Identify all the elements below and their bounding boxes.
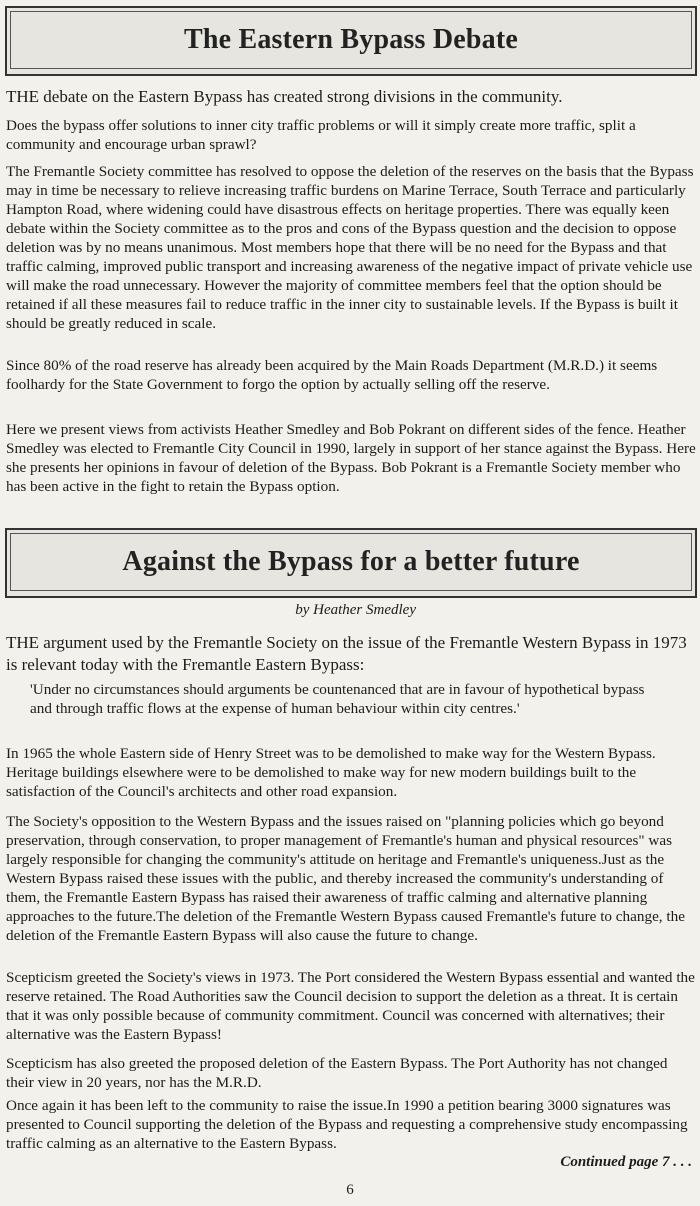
article2-paragraph: Scepticism greeted the Society's views in 1973. The Port considered the Western Bypass essential and wanted the reserve retained. The Road Authorities saw the Council decision to support the deletion as a threat. It is certain that it was only possible because of community commitment. Council was concerned with alternatives; their alternative was the Eastern Bypass! <box>6 969 695 1043</box>
headline-title: Against the Bypass for a better future <box>10 533 692 591</box>
continued-note: Continued page 7 . . . <box>560 1154 692 1170</box>
article1-paragraph: THE debate on the Eastern Bypass has created strong divisions in the community. <box>6 87 563 106</box>
article1-paragraph: The Fremantle Society committee has resolved to oppose the deletion of the reserves on the basis that the Bypass may in time be necessary to relieve increasing traffic burdens on Marine Terrace, South Terrace and particularly Hampton Road, where widening could have disastrous effects on heritage properties. There was equally keen debate within the Society committee as to the pros and cons of the Bypass question and the decision to oppose deletion was by no means unanimous. Most members hope that there will be no need for the Bypass and that traffic calming, improved public transport and increasing awareness of the negative impact of private vehicle use will make the road unnecessary. However the majority of committee members feel that the option should be retained if all these measures fail to reduce traffic in the inner city to sustainable levels. If the Bypass is built it should be greatly reduced in scale. <box>6 163 694 332</box>
article2-paragraph: Scepticism has also greeted the proposed deletion of the Eastern Bypass. The Port Authority has not changed their view in 20 years, nor has the M.R.D. <box>6 1055 668 1091</box>
article2-quote: 'Under no circumstances should arguments be countenanced that are in favour of hypothetical bypass and through traffic flows at the expense of human behaviour within city centres.' <box>30 681 645 717</box>
headline-box-eastern-bypass-debate <box>5 6 697 76</box>
headline-box-against-bypass <box>5 528 697 598</box>
article1-paragraph: Does the bypass offer solutions to inner city traffic problems or will it simply create more traffic, split a community and encourage urban sprawl? <box>6 117 636 153</box>
page-number: 6 <box>346 1182 354 1198</box>
article1-paragraph: Here we present views from activists Heather Smedley and Bob Pokrant on different sides of the fence. Heather Smedley was elected to Fremantle City Council in 1990, largely in support of her stance against the Bypass. Here she presents her opinions in favour of deletion of the Bypass. Bob Pokrant is a Fremantle Society member who has been active in the fight to retain the Bypass option. <box>6 421 696 495</box>
article2-paragraph: Once again it has been left to the community to raise the issue.In 1990 a petition bearing 3000 signatures was presented to Council supporting the deletion of the Bypass and requesting a comprehensive study encompassing traffic calming as an alternative to the Eastern Bypass. <box>6 1097 688 1152</box>
byline: by Heather Smedley <box>295 602 416 618</box>
headline-title: The Eastern Bypass Debate <box>10 11 692 69</box>
article2-paragraph: THE argument used by the Fremantle Society on the issue of the Fremantle Western Bypass in 1973 is relevant today with the Fremantle Eastern Bypass: <box>6 633 687 674</box>
article2-paragraph: The Society's opposition to the Western Bypass and the issues raised on "planning policies which go beyond preservation, through conservation, to proper management of Fremantle's human and physical resources" was largely responsible for changing the community's attitude on heritage and Fremantle's uniqueness.Just as the Western Bypass raised these issues with the public, and thereby increased the community's understanding of them, the Fremantle Eastern Bypass has raised their awareness of traffic calming and alternative planning approaches to the future.The deletion of the Fremantle Western Bypass caused Fremantle's future to change, the deletion of the Fremantle Eastern Bypass will also cause the future to change. <box>6 813 685 944</box>
article1-paragraph: Since 80% of the road reserve has already been acquired by the Main Roads Department (M.R.D.) it seems foolhardy for the State Government to forgo the option by actually selling off the reserve. <box>6 357 658 393</box>
article2-paragraph: In 1965 the whole Eastern side of Henry Street was to be demolished to make way for the Western Bypass. Heritage buildings elsewhere were to be demolished to make way for new modern buildings built to the satisfaction of the Council's architects and other road expansion. <box>6 745 656 800</box>
